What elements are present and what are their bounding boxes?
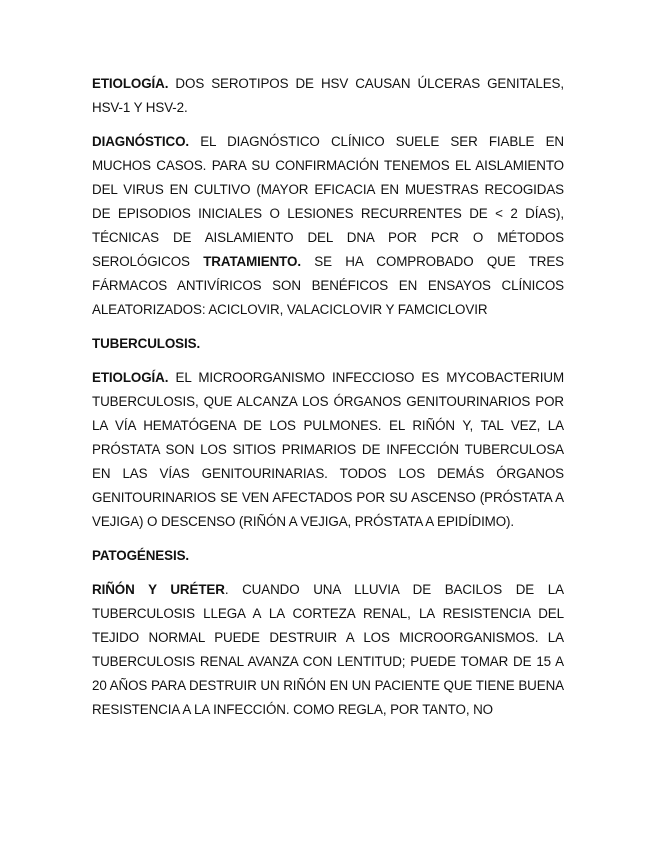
paragraph-text: EL MICROORGANISMO INFECCIOSO ES MYCOBACTERIUM TUBERCULOSIS, QUE ALCANZA LOS ÓRGANOS GENITOURINARIOS POR LA VÍA HEMATÓGENA DE LOS PULMONES. EL RIÑÓN Y, TAL VEZ, LA PRÓSTATA SON LOS SITIOS PRIMARIOS DE INFECCIÓN TUBERCULOSA EN LAS VÍAS GENITOURINARIAS. TODOS LOS DEMÁS ÓRGANOS GENITOURINARIOS SE VEN AFECTADOS POR SU ASCENSO (PRÓSTATA A VEJIGA) O DESCENSO (RIÑÓN A VEJIGA, PRÓSTATA A EPIDÍDIMO).: [92, 370, 564, 529]
document-page: [92, 72, 564, 732]
section-label-diagnostico: DIAGNÓSTICO.: [92, 134, 190, 149]
paragraph-text: DOS SEROTIPOS DE HSV CAUSAN ÚLCERAS GENITALES, HSV-1 Y HSV-2.: [92, 76, 564, 115]
paragraph-text: . CUANDO UNA LLUVIA DE BACILOS DE LA TUBERCULOSIS LLEGA A LA CORTEZA RENAL, LA RESISTENCIA DEL TEJIDO NORMAL PUEDE DESTRUIR A LOS MICROORGANISMOS. LA TUBERCULOSIS RENAL AVANZA CON LENTITUD; PUEDE TOMAR DE 15 A 20 AÑOS PARA DESTRUIR UN RIÑÓN EN UN PACIENTE QUE TIENE BUENA RESISTENCIA A LA INFECCIÓN. COMO REGLA, POR TANTO, NO: [92, 582, 564, 717]
section-label-etiologia: ETIOLOGÍA.: [92, 76, 169, 91]
paragraph-etiologia-tuberculosis: [92, 366, 564, 534]
heading-patogenesis: PATOGÉNESIS.: [92, 548, 190, 563]
paragraph-rinon-ureter: [92, 578, 564, 722]
section-label-tratamiento: TRATAMIENTO.: [203, 254, 301, 269]
section-label-rinon-ureter: RIÑÓN Y URÉTER: [92, 582, 225, 597]
paragraph-diagnostico: [92, 130, 564, 322]
paragraph-text: EL DIAGNÓSTICO CLÍNICO SUELE SER FIABLE EN MUCHOS CASOS. PARA SU CONFIRMACIÓN TENEMOS EL AISLAMIENTO DEL VIRUS EN CULTIVO (MAYOR EFICACIA EN MUESTRAS RECOGIDAS DE EPISODIOS INICIALES O LESIONES RECURRENTES DE < 2 DÍAS), TÉCNICAS DE AISLAMIENTO DEL DNA POR PCR O MÉTODOS SEROLÓGICOS: [92, 134, 564, 269]
paragraph-text-tratamiento: SE HA COMPROBADO QUE TRES FÁRMACOS ANTIVÍRICOS SON BENÉFICOS EN ENSAYOS CLÍNICOS ALEATORIZADOS: ACICLOVIR, VALACICLOVIR Y FAMCICLOVIR: [92, 254, 564, 317]
section-label-etiologia: ETIOLOGÍA.: [92, 370, 169, 385]
paragraph-etiologia-hsv: [92, 72, 564, 120]
heading-tuberculosis: TUBERCULOSIS.: [92, 336, 201, 351]
